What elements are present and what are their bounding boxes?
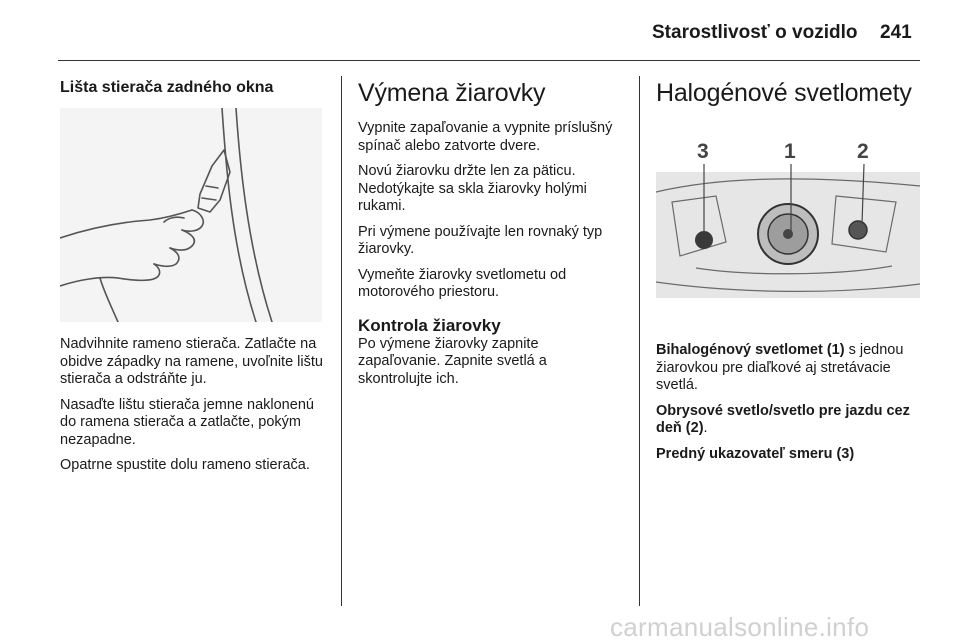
legend-item-3: [656, 446, 924, 464]
page-header-title: Starostlivosť o vozidlo: [652, 22, 858, 43]
watermark: carmanualsonline.info: [610, 612, 870, 642]
header-divider: [58, 60, 920, 61]
halogen-headlights-heading: Halogénové svetlomety: [656, 79, 912, 107]
bulb-replacement-section: [358, 78, 620, 388]
legend-item-1: [656, 342, 924, 395]
callout-1: 1: [784, 140, 796, 163]
wiper-blade-body: [60, 336, 330, 475]
page-number: 241: [880, 22, 912, 43]
wiper-blade-heading: Lišta stierača zadného okna: [60, 79, 274, 96]
column-divider-left: [341, 76, 342, 606]
bulb-check-heading: Kontrola žiarovky: [358, 315, 501, 335]
wiper-blade-illustration: [60, 108, 322, 322]
bulb-replacement-heading: Výmena žiarovky: [358, 79, 546, 107]
legend-item-2-label: Obrysové svetlo/svetlo pre jazdu cez deň (2): [656, 402, 910, 436]
callout-leader-lines: [656, 164, 920, 244]
wiper-blade-section: [60, 78, 330, 98]
wiper-step-3: Opatrne spustite dolu rameno stierača.: [60, 457, 310, 473]
wiper-step-1: Nadvihnite rameno stierača. Zatlačte na obidve západky na ramene, uvoľnite lištu stierača a odstráňte ju.: [60, 336, 323, 387]
wiper-step-2: Nasaďte lištu stierača jemne naklonenú do ramena stierača a zatlačte, pokým nezapadne.: [60, 396, 314, 448]
bulb-step-3: Pri výmene používajte len rovnaký typ žiarovky.: [358, 223, 603, 257]
legend-item-1-text: s jednou žiarovkou pre diaľkové aj stretávacie svetlá.: [656, 342, 904, 393]
bulb-step-4: Vymeňte žiarovky svetlometu od motorového priestoru.: [358, 266, 567, 300]
legend-item-3-label: Predný ukazovateľ smeru (3): [656, 445, 855, 462]
halogen-headlights-section: [656, 78, 924, 108]
legend-item-2: [656, 403, 924, 438]
callout-2: 2: [857, 140, 869, 163]
callout-3: 3: [697, 140, 709, 163]
bulb-step-2: Novú žiarovku držte len za päticu. Nedotýkajte sa skla žiarovky holými rukami.: [358, 163, 587, 214]
halogen-legend: [656, 342, 924, 463]
column-divider-right: [639, 76, 640, 606]
bulb-step-1: Vypnite zapaľovanie a vypnite príslušný spínač alebo zatvorte dvere.: [358, 120, 613, 154]
bulb-check-text: Po výmene žiarovky zapnite zapaľovanie. Zapnite svetlá a skontrolujte ich.: [358, 335, 547, 387]
legend-item-2-text: .: [703, 420, 708, 436]
legend-item-1-label: Bihalogénový svetlomet (1): [656, 342, 845, 358]
